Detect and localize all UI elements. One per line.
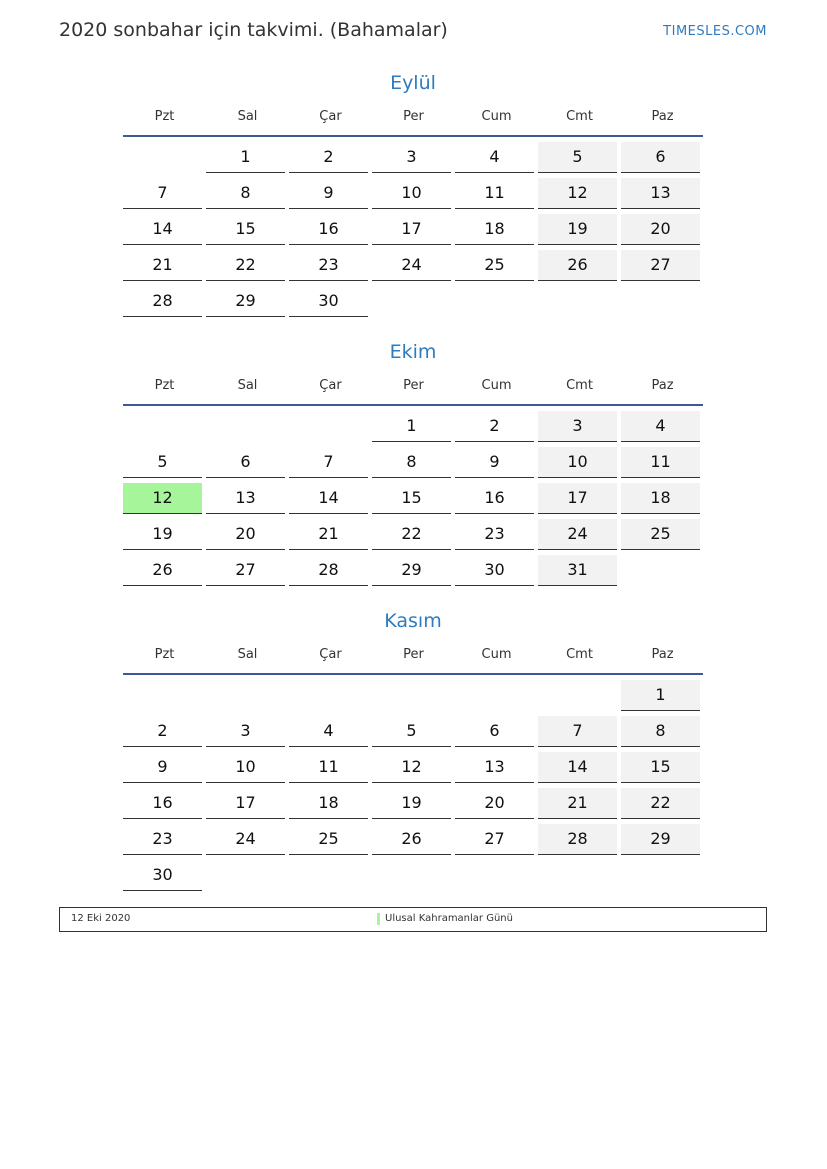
empty-day-cell [455, 680, 534, 710]
day-cell: 26 [372, 824, 451, 855]
weekday-label: Sal [237, 647, 258, 662]
day-cell: 27 [455, 824, 534, 855]
week-row [123, 411, 703, 442]
day-cell: 18 [621, 483, 700, 514]
day-cell: 21 [289, 519, 368, 550]
empty-day-cell [455, 860, 534, 890]
day-cell: 15 [206, 214, 285, 245]
day-cell: 31 [538, 555, 617, 586]
day-cell: 24 [206, 824, 285, 855]
day-cell: 25 [289, 824, 368, 855]
day-cell: 28 [123, 286, 202, 317]
day-cell: 2 [289, 142, 368, 173]
day-cell: 2 [123, 716, 202, 747]
day-cell: 9 [123, 752, 202, 783]
site-link[interactable]: TIMESLES.COM [663, 24, 767, 39]
day-cell: 26 [538, 250, 617, 281]
day-cell: 10 [372, 178, 451, 209]
legend-holiday-name: Ulusal Kahramanlar Günü [385, 913, 513, 924]
month-grid [123, 680, 703, 891]
day-cell: 4 [455, 142, 534, 173]
day-cell: 29 [206, 286, 285, 317]
day-cell-holiday: 12 [123, 483, 202, 514]
day-cell: 19 [123, 519, 202, 550]
week-row [123, 860, 703, 891]
day-cell: 28 [538, 824, 617, 855]
day-cell: 6 [455, 716, 534, 747]
day-cell: 16 [289, 214, 368, 245]
week-row [123, 752, 703, 783]
day-cell: 17 [372, 214, 451, 245]
week-row [123, 250, 703, 281]
empty-day-cell [538, 680, 617, 710]
day-cell: 16 [123, 788, 202, 819]
day-cell: 24 [538, 519, 617, 550]
day-cell: 20 [206, 519, 285, 550]
week-row [123, 555, 703, 586]
month-title: Ekim [389, 341, 437, 363]
day-cell: 29 [372, 555, 451, 586]
day-cell: 12 [372, 752, 451, 783]
day-cell: 21 [538, 788, 617, 819]
weekday-label: Cum [481, 647, 512, 662]
day-cell: 1 [621, 680, 700, 711]
weekday-label: Sal [237, 378, 258, 393]
week-row [123, 824, 703, 855]
empty-day-cell [372, 680, 451, 710]
day-cell: 13 [621, 178, 700, 209]
weekday-label: Per [403, 647, 424, 662]
day-cell: 5 [372, 716, 451, 747]
day-cell: 3 [538, 411, 617, 442]
day-cell: 28 [289, 555, 368, 586]
day-cell: 30 [289, 286, 368, 317]
day-cell: 23 [289, 250, 368, 281]
weekday-label: Per [403, 109, 424, 124]
empty-day-cell [123, 680, 202, 710]
month-grid [123, 142, 703, 317]
day-cell: 23 [455, 519, 534, 550]
month-october [123, 340, 703, 591]
day-cell: 6 [206, 447, 285, 478]
day-cell: 25 [455, 250, 534, 281]
empty-day-cell [621, 286, 700, 316]
day-cell: 4 [289, 716, 368, 747]
weekday-label: Cmt [566, 647, 593, 662]
empty-day-cell [206, 680, 285, 710]
day-cell: 1 [372, 411, 451, 442]
day-cell: 10 [206, 752, 285, 783]
weekday-label: Pzt [154, 109, 175, 124]
empty-day-cell [621, 860, 700, 890]
weekday-label: Cmt [566, 109, 593, 124]
day-cell: 13 [455, 752, 534, 783]
day-cell: 17 [538, 483, 617, 514]
day-cell: 1 [206, 142, 285, 173]
week-row [123, 519, 703, 550]
weekday-header [123, 107, 703, 137]
day-cell: 25 [621, 519, 700, 550]
weekday-label: Çar [319, 647, 342, 662]
empty-day-cell [289, 860, 368, 890]
weekday-label: Cmt [566, 378, 593, 393]
day-cell: 17 [206, 788, 285, 819]
day-cell: 12 [538, 178, 617, 209]
day-cell: 7 [289, 447, 368, 478]
empty-day-cell [372, 860, 451, 890]
empty-day-cell [206, 860, 285, 890]
day-cell: 3 [206, 716, 285, 747]
weekday-label: Pzt [154, 647, 175, 662]
day-cell: 5 [123, 447, 202, 478]
month-title: Kasım [384, 610, 442, 632]
weekday-label: Çar [319, 378, 342, 393]
day-cell: 6 [621, 142, 700, 173]
empty-day-cell [538, 860, 617, 890]
day-cell: 22 [372, 519, 451, 550]
empty-day-cell [538, 286, 617, 316]
weekday-label: Paz [651, 109, 674, 124]
weekday-label: Sal [237, 109, 258, 124]
month-november [123, 609, 703, 896]
week-row [123, 483, 703, 514]
month-title: Eylül [390, 72, 436, 94]
week-row [123, 680, 703, 711]
day-cell: 16 [455, 483, 534, 514]
legend-date: 12 Eki 2020 [71, 913, 131, 924]
month-grid [123, 411, 703, 586]
day-cell: 18 [455, 214, 534, 245]
day-cell: 2 [455, 411, 534, 442]
day-cell: 5 [538, 142, 617, 173]
holiday-color-swatch [377, 913, 380, 925]
day-cell: 15 [372, 483, 451, 514]
day-cell: 19 [538, 214, 617, 245]
empty-day-cell [123, 142, 202, 172]
day-cell: 10 [538, 447, 617, 478]
day-cell: 11 [455, 178, 534, 209]
day-cell: 8 [206, 178, 285, 209]
day-cell: 19 [372, 788, 451, 819]
empty-day-cell [289, 680, 368, 710]
day-cell: 27 [621, 250, 700, 281]
day-cell: 14 [289, 483, 368, 514]
day-cell: 20 [621, 214, 700, 245]
week-row [123, 286, 703, 317]
day-cell: 11 [289, 752, 368, 783]
month-september [123, 71, 703, 322]
empty-day-cell [455, 286, 534, 316]
page-title: 2020 sonbahar için takvimi. (Bahamalar) [59, 19, 448, 41]
week-row [123, 716, 703, 747]
day-cell: 4 [621, 411, 700, 442]
day-cell: 22 [206, 250, 285, 281]
week-row [123, 788, 703, 819]
day-cell: 21 [123, 250, 202, 281]
weekday-label: Pzt [154, 378, 175, 393]
day-cell: 14 [538, 752, 617, 783]
day-cell: 30 [123, 860, 202, 891]
empty-day-cell [206, 411, 285, 441]
day-cell: 8 [621, 716, 700, 747]
day-cell: 24 [372, 250, 451, 281]
day-cell: 11 [621, 447, 700, 478]
day-cell: 13 [206, 483, 285, 514]
day-cell: 30 [455, 555, 534, 586]
day-cell: 9 [289, 178, 368, 209]
day-cell: 7 [123, 178, 202, 209]
empty-day-cell [621, 555, 700, 585]
empty-day-cell [372, 286, 451, 316]
week-row [123, 214, 703, 245]
week-row [123, 142, 703, 173]
weekday-label: Cum [481, 378, 512, 393]
weekday-label: Paz [651, 647, 674, 662]
weekday-label: Per [403, 378, 424, 393]
empty-day-cell [289, 411, 368, 441]
day-cell: 9 [455, 447, 534, 478]
day-cell: 18 [289, 788, 368, 819]
day-cell: 26 [123, 555, 202, 586]
holiday-legend [59, 907, 767, 932]
day-cell: 20 [455, 788, 534, 819]
day-cell: 3 [372, 142, 451, 173]
weekday-label: Paz [651, 378, 674, 393]
day-cell: 23 [123, 824, 202, 855]
week-row [123, 178, 703, 209]
weekday-header [123, 645, 703, 675]
day-cell: 7 [538, 716, 617, 747]
weekday-label: Çar [319, 109, 342, 124]
day-cell: 22 [621, 788, 700, 819]
empty-day-cell [123, 411, 202, 441]
day-cell: 14 [123, 214, 202, 245]
week-row [123, 447, 703, 478]
day-cell: 27 [206, 555, 285, 586]
day-cell: 29 [621, 824, 700, 855]
day-cell: 8 [372, 447, 451, 478]
weekday-header [123, 376, 703, 406]
day-cell: 15 [621, 752, 700, 783]
weekday-label: Cum [481, 109, 512, 124]
